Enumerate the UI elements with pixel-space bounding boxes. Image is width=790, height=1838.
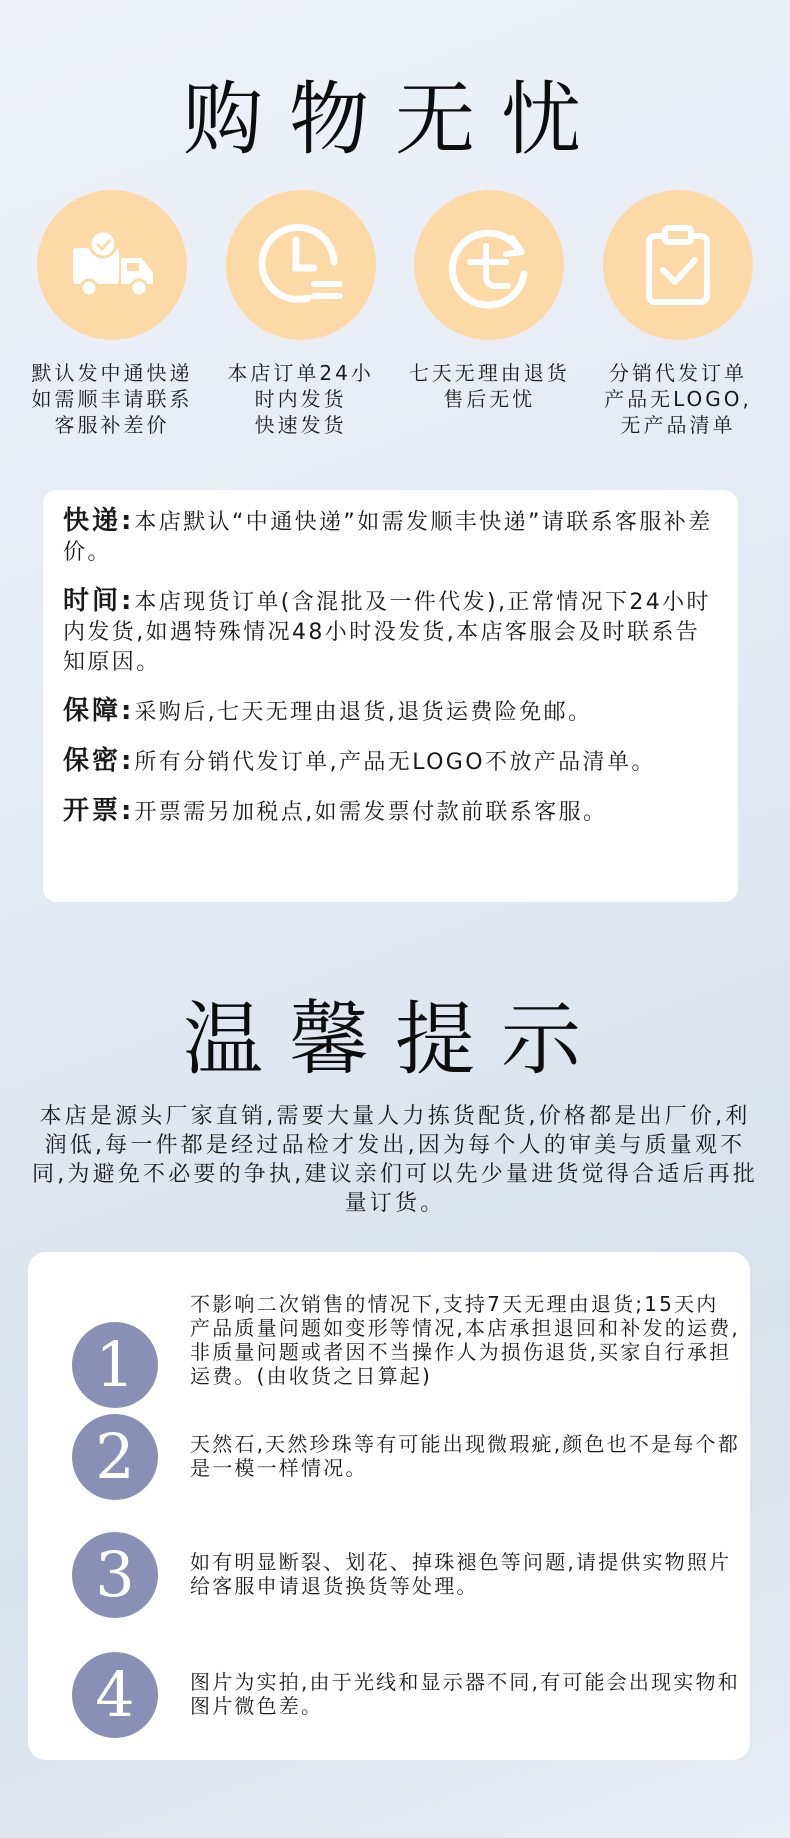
info-key: 时间: [63,586,135,616]
tip-number: 4 [72,1652,158,1738]
tip-text: 图片为实拍,由于光线和显示器不同,有可能会出现实物和图片微色差。 [190,1670,740,1718]
info-text: 本店现货订单(含混批及一件代发),正常情况下24小时内发货,如遇特殊情况48小时没发货,本店客服会及时联系告知原因。 [63,590,711,675]
intro-paragraph: 本店是源头厂家直销,需要大量人力拣货配货,价格都是出厂价,利润低,每一件都是经过品检才发出,因为每个人的审美与质量观不同,为避免不必要的争执,建议亲们可以先少量进货觉得合适后再批量订货。 [32,1104,758,1216]
delivery-truck-icon [57,210,167,320]
service-info-card [43,490,738,902]
feature-item-time [211,190,391,438]
tips-card [28,1252,750,1760]
tip-number: 2 [72,1414,158,1500]
section-title-tips: 温馨提示 [183,993,607,1086]
info-text: 本店默认“中通快递”如需发顺丰快递”请联系客服补差价。 [63,510,713,565]
icon-circle [226,190,376,340]
icon-circle [414,190,564,340]
feature-item-return [399,190,579,438]
feature-caption: 分销代发订单 产品无LOGO, 无产品清单 [604,361,752,437]
info-text: 开票需另加税点,如需发票付款前联系客服。 [134,800,608,825]
clipboard-check-icon [623,210,733,320]
info-row-invoice [63,796,720,828]
tip-text: 如有明显断裂、划花、掉珠褪色等问题,请提供实物照片给客服申请退货换货等处理。 [190,1550,732,1598]
info-text: 所有分销代发订单,产品无LOGO不放产品清单。 [134,750,656,775]
icon-circle [37,190,187,340]
info-key: 开票: [63,796,135,826]
page-title-worry-free: 购物无忧 [183,73,607,166]
feature-caption: 七天无理由退货 售后无忧 [408,361,570,411]
icon-circle [603,190,753,340]
info-key: 快递: [63,506,135,536]
tip-text: 天然石,天然珍珠等有可能出现微瑕疵,颜色也不是每个都是一模一样情况。 [190,1432,740,1480]
tip-text: 不影响二次销售的情况下,支持7天无理由退货;15天内产品质量问题如变形等情况,本店承担退回和补发的运费,非质量问题或者因不当操作人为损伤退货,买家自行承担运费。(由收货之日算起) [190,1292,740,1388]
info-text: 采购后,七天无理由退货,退货运费险免邮。 [134,700,593,725]
feature-caption: 默认发中通快递 如需顺丰请联系 客服补差价 [31,361,193,437]
feature-item-privacy [588,190,768,438]
tip-number: 3 [72,1532,158,1618]
info-row-time [63,586,720,678]
feature-list [22,190,768,438]
clock-icon [246,210,356,320]
seven-day-return-icon [434,210,544,320]
tip-number: 1 [72,1322,158,1408]
feature-caption: 本店订单24小 时内发货 快速发货 [227,361,374,437]
info-row-privacy [63,746,720,778]
info-row-guarantee [63,696,720,728]
feature-item-delivery [22,190,202,438]
info-key: 保密: [63,746,135,776]
info-row-shipping [63,506,720,568]
info-key: 保障: [63,696,135,726]
